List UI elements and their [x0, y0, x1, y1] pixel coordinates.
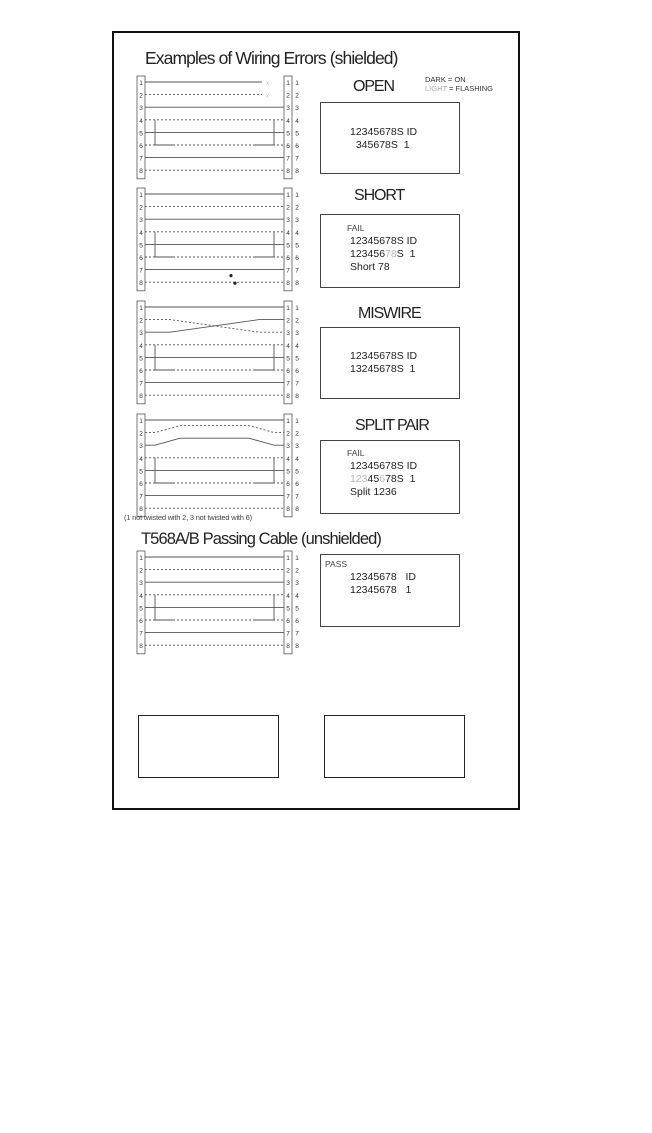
pin-label: 3 — [295, 217, 299, 225]
pin-label: 8 — [139, 393, 143, 401]
pin-label: 2 — [295, 92, 299, 100]
pin-label: 1 — [139, 305, 143, 312]
pin-label: 3 — [139, 330, 143, 338]
pin-label: 8 — [286, 168, 290, 176]
pin-label: 5 — [295, 605, 299, 613]
display-segment: 13245678S 1 — [350, 363, 416, 375]
pin-label: 8 — [295, 168, 299, 176]
pin-label: 4 — [295, 455, 299, 463]
pin-label: 5 — [139, 130, 143, 138]
pin-label: 8 — [286, 506, 290, 514]
pin-label: 4 — [295, 342, 299, 350]
pin-label: 1 — [286, 80, 290, 87]
pin-label: 4 — [286, 455, 290, 463]
pin-label: 8 — [295, 280, 299, 288]
pin-label: 7 — [139, 493, 143, 501]
pin-label: 8 — [286, 280, 290, 288]
pin-label: 7 — [295, 493, 299, 501]
heading-split-pair: SPLIT PAIR — [355, 417, 429, 434]
pin-label: 1 — [286, 418, 290, 425]
pin-label: 4 — [295, 592, 299, 600]
display-text-split-pair — [347, 447, 417, 499]
pin-label: 3 — [295, 330, 299, 338]
pin-label: 4 — [139, 229, 143, 237]
pin-label: 6 — [295, 143, 299, 150]
pin-label: 7 — [295, 155, 299, 163]
pin-label: 7 — [286, 155, 290, 163]
display-status: FAIL — [347, 448, 365, 458]
pin-label: 5 — [286, 605, 290, 613]
pin-label: 2 — [295, 430, 299, 438]
pin-label: 2 — [139, 92, 143, 100]
heading-miswire: MISWIRE — [358, 305, 421, 322]
pin-label: 7 — [139, 380, 143, 388]
pin-label: 4 — [286, 229, 290, 237]
pin-label: 3 — [295, 580, 299, 588]
pin-label: 7 — [286, 267, 290, 275]
pin-label: 1 — [286, 555, 290, 562]
pin-label: 3 — [139, 105, 143, 113]
pin-label: 6 — [139, 368, 143, 375]
pin-label: 2 — [295, 204, 299, 212]
pin-label: 6 — [139, 481, 143, 488]
pin-label: 1 — [139, 80, 143, 87]
display-line-id: 12345678S ID — [350, 460, 418, 472]
short-dot — [229, 274, 232, 277]
display-segment: 78S 1 — [385, 473, 416, 485]
pin-label: 8 — [139, 280, 143, 288]
display-segment: 123 — [350, 473, 368, 485]
pin-label: 2 — [139, 430, 143, 438]
pin-label: 2 — [295, 567, 299, 575]
connector-left — [137, 76, 145, 179]
pin-label: 3 — [295, 443, 299, 451]
display-text-pass — [325, 558, 416, 597]
pin-label: 5 — [295, 355, 299, 363]
connector-left — [137, 551, 145, 654]
pin-label: 5 — [286, 468, 290, 476]
pin-label: 1 — [295, 80, 299, 87]
pin-label: 8 — [139, 168, 143, 176]
pin-label: 7 — [286, 493, 290, 501]
pin-label: 5 — [295, 130, 299, 138]
pin-label: 1 — [139, 192, 143, 199]
pin-label: 6 — [286, 143, 290, 150]
pin-label: 3 — [139, 580, 143, 588]
pin-label: 2 — [139, 317, 143, 325]
connector-left — [137, 301, 145, 404]
wire — [145, 438, 284, 445]
display-text-open — [350, 126, 417, 152]
pin-label: 7 — [295, 380, 299, 388]
pin-label: 1 — [286, 192, 290, 199]
passing-heading: T568A/B Passing Cable (unshielded) — [141, 530, 381, 548]
pin-label: 7 — [286, 630, 290, 638]
display-line-id: 12345678 ID — [350, 571, 416, 583]
display-status: FAIL — [347, 223, 365, 233]
display-segment: 6 — [379, 473, 386, 485]
pin-label: 8 — [139, 643, 143, 651]
pin-label: 6 — [139, 618, 143, 625]
pin-label: 3 — [286, 580, 290, 588]
pin-label: 8 — [286, 643, 290, 651]
display-segment: 12345678 1 — [350, 584, 412, 596]
pin-label: 3 — [295, 105, 299, 113]
pin-label: 4 — [139, 455, 143, 463]
blank-label-box-left — [138, 715, 279, 778]
wire — [145, 320, 284, 333]
pin-label: 1 — [286, 305, 290, 312]
blank-label-box-right — [324, 715, 465, 778]
pin-label: 5 — [139, 468, 143, 476]
pin-label: 1 — [139, 418, 143, 425]
page-title: Examples of Wiring Errors (shielded) — [145, 48, 398, 68]
pin-label: 4 — [295, 117, 299, 125]
pin-label: 2 — [286, 317, 290, 325]
pin-label: 2 — [139, 204, 143, 212]
pin-label: 6 — [295, 481, 299, 488]
pin-label: 2 — [286, 204, 290, 212]
connector-right — [284, 188, 292, 291]
pin-label: 2 — [286, 430, 290, 438]
pin-label: 5 — [295, 468, 299, 476]
legend-dark: DARK = ON — [425, 75, 466, 84]
display-line-id: 12345678S ID — [350, 350, 418, 362]
pin-label: 7 — [286, 380, 290, 388]
pin-label: 6 — [295, 255, 299, 262]
pin-label: 2 — [295, 317, 299, 325]
pin-label: 6 — [139, 143, 143, 150]
connector-left — [137, 414, 145, 517]
connector-right — [284, 76, 292, 179]
heading-open: OPEN — [353, 78, 394, 95]
display-line-remote — [325, 584, 416, 597]
pin-label: 5 — [139, 242, 143, 250]
pin-label: 4 — [286, 342, 290, 350]
pin-label: 1 — [295, 305, 299, 312]
pin-label: 2 — [139, 567, 143, 575]
pin-label: 5 — [139, 605, 143, 613]
pin-label: 1 — [139, 555, 143, 562]
connector-right — [284, 414, 292, 517]
connector-right — [284, 551, 292, 654]
pin-label: 3 — [286, 105, 290, 113]
pin-label: 8 — [295, 393, 299, 401]
pin-label: 2 — [286, 567, 290, 575]
pin-label: 4 — [286, 117, 290, 125]
pin-label: 3 — [139, 217, 143, 225]
wire — [145, 426, 284, 433]
pin-label: 5 — [295, 242, 299, 250]
pin-label: 6 — [295, 368, 299, 375]
display-line-remote — [350, 139, 417, 152]
pin-label: 3 — [286, 330, 290, 338]
pin-label: 8 — [139, 506, 143, 514]
pin-label: 6 — [139, 255, 143, 262]
pin-label: 1 — [295, 192, 299, 199]
wiring-errors-card — [112, 31, 520, 810]
display-segment: S 1 — [396, 248, 416, 260]
legend-light — [425, 84, 493, 93]
pin-label: 5 — [139, 355, 143, 363]
pin-label: 3 — [286, 217, 290, 225]
display-line-remote — [347, 473, 417, 486]
pin-label: 4 — [295, 229, 299, 237]
open-mark: x — [266, 93, 269, 100]
pin-label: 3 — [139, 443, 143, 451]
legend-light-word: LIGHT — [425, 84, 447, 93]
pin-label: 6 — [286, 368, 290, 375]
pin-label: 5 — [286, 355, 290, 363]
pin-label: 5 — [286, 242, 290, 250]
short-dot — [233, 282, 236, 285]
display-segment: 45 — [367, 473, 380, 485]
pin-label: 7 — [139, 630, 143, 638]
display-line-detail: Split 1236 — [350, 486, 397, 498]
pin-label: 7 — [295, 630, 299, 638]
pin-label: 5 — [286, 130, 290, 138]
display-line-id: 12345678S ID — [350, 235, 418, 247]
display-segment: 78 — [385, 248, 397, 260]
legend-light-rest: = FLASHING — [446, 84, 494, 93]
pin-label: 2 — [286, 92, 290, 100]
pin-label: 6 — [295, 618, 299, 625]
pin-label: 6 — [286, 618, 290, 625]
pin-label: 3 — [286, 443, 290, 451]
display-line-detail: Short 78 — [350, 261, 390, 273]
pin-label: 7 — [139, 267, 143, 275]
display-status: PASS — [325, 559, 348, 569]
legend — [425, 75, 493, 93]
pin-label: 4 — [286, 592, 290, 600]
display-segment: 123456 — [350, 248, 386, 260]
pin-label: 7 — [295, 267, 299, 275]
pin-label: 1 — [295, 418, 299, 425]
open-mark: x — [266, 81, 269, 87]
display-text-miswire — [350, 350, 417, 376]
display-line-id: 12345678S ID — [350, 126, 418, 138]
display-line-remote — [347, 248, 417, 261]
connector-right — [284, 301, 292, 404]
pin-label: 4 — [139, 342, 143, 350]
split-pair-note: (1 not twisted with 2, 3 not twisted with 6) — [124, 513, 252, 522]
pin-label: 1 — [295, 555, 299, 562]
display-text-short — [347, 222, 417, 274]
pin-label: 8 — [286, 393, 290, 401]
pin-label: 6 — [286, 481, 290, 488]
connector-left — [137, 188, 145, 291]
display-line-remote — [350, 363, 417, 376]
heading-short: SHORT — [354, 187, 405, 204]
pin-label: 8 — [295, 643, 299, 651]
pin-label: 7 — [139, 155, 143, 163]
pin-label: 4 — [139, 117, 143, 125]
display-segment: 345678S 1 — [350, 139, 410, 151]
pin-label: 4 — [139, 592, 143, 600]
pin-label: 6 — [286, 255, 290, 262]
pin-label: 8 — [295, 506, 299, 514]
